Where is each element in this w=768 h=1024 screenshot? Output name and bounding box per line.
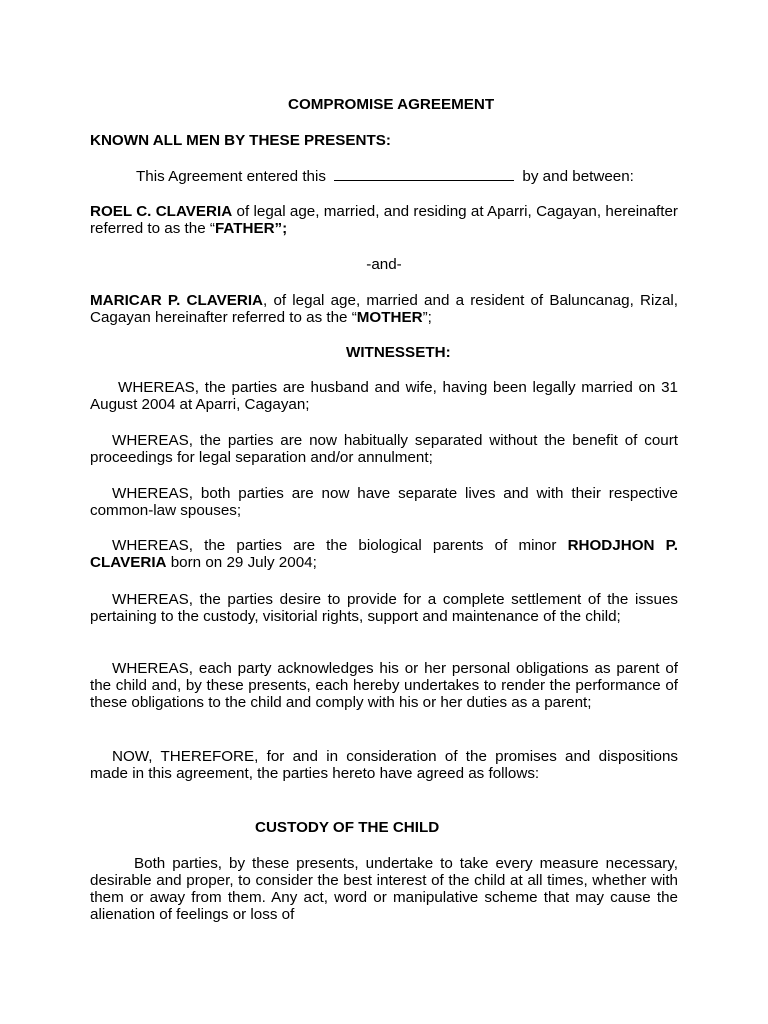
whereas-paragraph-5: WHEREAS, the parties desire to provide for a complete settlement of the issues pertaining to the custody, visitorial rights, support and maintenance of the child; <box>90 591 678 625</box>
party2-paragraph <box>90 292 678 326</box>
known-all-men-line: KNOWN ALL MEN BY THESE PRESENTS: <box>90 132 391 149</box>
party1-role: FATHER”; <box>214 220 288 237</box>
date-blank-field <box>334 167 514 181</box>
custody-heading: CUSTODY OF THE CHILD <box>255 819 440 836</box>
party1-paragraph <box>90 203 678 237</box>
party2-end: ”; <box>422 309 432 326</box>
whereas-paragraph-4 <box>90 537 678 571</box>
whereas-paragraph-3: WHEREAS, both parties are now have separate lives and with their respective common-law spouses; <box>90 485 678 519</box>
and-separator: -and- <box>366 256 402 273</box>
party2-name: MARICAR P. CLAVERIA <box>90 292 264 309</box>
witnesseth-heading: WITNESSETH: <box>346 344 451 361</box>
whereas-paragraph-6: WHEREAS, each party acknowledges his or her personal obligations as parent of the child and, by these presents, each hereby undertakes to render the performance of these obligations to the child and comply with his or her duties as a parent; <box>90 660 678 711</box>
agreement-entered-line <box>136 167 634 185</box>
child-name: RHODJHON P. CLAVERIA <box>90 537 678 571</box>
party1-text: of legal age, married, and residing at Aparri, Cagayan, hereinafter referred to as the “ <box>90 203 678 237</box>
party1-name: ROEL C. CLAVERIA <box>90 203 233 220</box>
now-therefore-paragraph: NOW, THEREFORE, for and in consideration of the promises and dispositions made in this agreement, the parties hereto have agreed as follows: <box>90 748 678 782</box>
whereas-paragraph-2: WHEREAS, the parties are now habitually separated without the benefit of court proceedings for legal separation and/or annulment; <box>90 432 678 466</box>
party2-text: , of legal age, married and a resident of Baluncanag, Rizal, Cagayan hereinafter referred to as the “ <box>90 292 678 326</box>
whereas-paragraph-1: WHEREAS, the parties are husband and wife, having been legally married on 31 August 2004 at Aparri, Cagayan; <box>90 379 678 413</box>
entered-after-text: by and between: <box>522 168 634 185</box>
whereas4-text-b: born on 29 July 2004; <box>166 554 317 571</box>
entered-before-text: This Agreement entered this <box>136 168 326 185</box>
whereas4-text-a: WHEREAS, the parties are the biological parents of minor <box>112 537 568 554</box>
party2-role: MOTHER <box>356 309 423 326</box>
document-title: COMPROMISE AGREEMENT <box>288 96 495 113</box>
custody-paragraph: Both parties, by these presents, undertake to take every measure necessary, desirable and proper, to consider the best interest of the child at all times, whether with them or away from them. Any act, word or manipulative scheme that may cause the alienation of feelings or loss of <box>90 855 678 923</box>
